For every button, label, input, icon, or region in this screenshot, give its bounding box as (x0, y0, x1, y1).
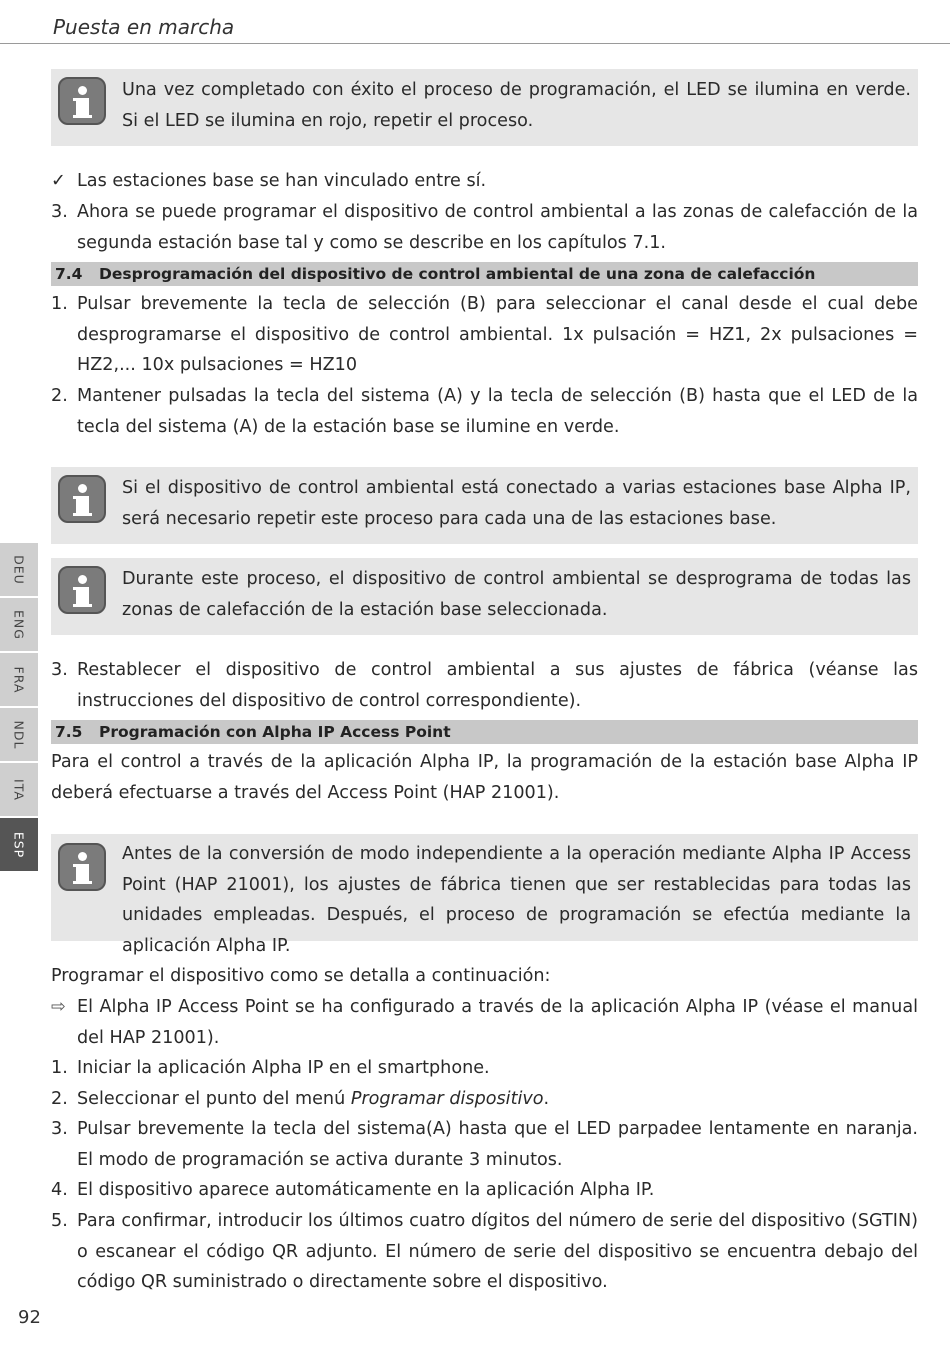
list-number: 1. (51, 294, 68, 314)
section-title: Programación con Alpha IP Access Point (99, 723, 451, 741)
list-text: Mantener pulsadas la tecla del sistema (A) y la tecla de selección (B) hasta que el LED de la tecla del sistema (A) de la estación base se ilumine en verde. (77, 386, 918, 437)
tab-label: ESP (11, 831, 27, 858)
note-text: Antes de la conversión de modo independiente a la operación mediante Alpha IP Access Point (HAP 21001), los ajustes de fábrica tienen que ser restablecidas para todas las unidades empleadas. Después, el proceso de programación se efectúa mediante la aplicación Alpha IP. (122, 844, 911, 956)
section-number: 7.5 (55, 723, 83, 741)
step-item (51, 1084, 918, 1115)
tab-eng[interactable] (0, 598, 38, 651)
step-item (51, 1175, 918, 1206)
step-text: Iniciar la aplicación Alpha IP en el smartphone. (77, 1058, 490, 1078)
step-text: Pulsar brevemente la tecla del sistema(A) hasta que el LED parpadee lentamente en naranja. El modo de programación se activa durante 3 minutos. (77, 1119, 918, 1170)
page-header-title: Puesta en marcha (53, 15, 235, 39)
list-number: 3. (51, 202, 68, 222)
header-divider (0, 43, 950, 44)
step-text (77, 1084, 918, 1115)
precondition-item (51, 992, 918, 1053)
step-number: 5. (51, 1211, 68, 1231)
step-text-pre: Seleccionar el punto del menú (77, 1089, 351, 1109)
tab-deu[interactable] (0, 543, 38, 596)
list-number: 3. (51, 660, 68, 680)
page-number: 92 (18, 1307, 41, 1328)
note-text: Durante este proceso, el dispositivo de control ambiental se desprograma de todas las zonas de calefacción de la estación base seleccionada. (122, 569, 911, 620)
info-icon (58, 566, 106, 614)
section-title: Desprogramación del dispositivo de control ambiental de una zona de calefacción (99, 265, 816, 283)
checked-result-text: Las estaciones base se han vinculado entre sí. (77, 171, 487, 191)
tab-fra[interactable] (0, 653, 38, 706)
section-heading-7-4 (51, 262, 918, 286)
list-item (51, 197, 918, 258)
list-text: Restablecer el dispositivo de control ambiental a sus ajustes de fábrica (véanse las instrucciones del dispositivo de control correspondiente). (77, 660, 918, 711)
info-icon (58, 843, 106, 891)
paragraph: Para el control a través de la aplicación Alpha IP, la programación de la estación base Alpha IP deberá efectuarse a través del Access Point (HAP 21001). (51, 752, 918, 803)
checked-result (51, 166, 918, 197)
tab-label: FRA (11, 666, 27, 693)
step-number: 3. (51, 1119, 68, 1139)
steps-intro: Programar el dispositivo como se detalla a continuación: (51, 966, 551, 986)
tab-ita[interactable] (0, 763, 38, 816)
arrow-right-icon: ⇨ (51, 997, 66, 1017)
tab-esp[interactable] (0, 818, 38, 871)
note-text: Una vez completado con éxito el proceso de programación, el LED se ilumina en verde. Si el LED se ilumina en rojo, repetir el proceso. (122, 80, 911, 131)
step-number: 2. (51, 1089, 68, 1109)
list-item (51, 655, 918, 716)
note-text: Si el dispositivo de control ambiental está conectado a varias estaciones base Alpha IP, será necesario repetir este proceso para cada una de las estaciones base. (122, 478, 911, 529)
step-item (51, 1114, 918, 1175)
step-number: 1. (51, 1058, 68, 1078)
tab-label: ENG (11, 609, 27, 640)
tab-label: DEU (11, 554, 27, 585)
section-heading-7-5 (51, 720, 918, 744)
info-icon (58, 77, 106, 125)
section-number: 7.4 (55, 265, 83, 283)
list-item (51, 381, 918, 442)
step-number: 4. (51, 1180, 68, 1200)
precondition-text: El Alpha IP Access Point se ha configurado a través de la aplicación Alpha IP (véase el manual del HAP 21001). (77, 997, 918, 1048)
check-icon: ✓ (51, 171, 66, 191)
info-note-4 (51, 834, 918, 956)
language-tabs (0, 543, 38, 873)
tab-ndl[interactable] (0, 708, 38, 761)
tab-label: NDL (11, 720, 27, 749)
step-text: El dispositivo aparece automáticamente en la aplicación Alpha IP. (77, 1180, 655, 1200)
step-text-post: . (543, 1089, 550, 1109)
list-item (51, 289, 918, 381)
menu-item-name: Programar dispositivo (350, 1089, 544, 1109)
step-item (51, 1053, 918, 1084)
info-note-3 (51, 558, 918, 635)
info-icon (58, 475, 106, 523)
info-note-2 (51, 467, 918, 544)
step-text: Para confirmar, introducir los últimos cuatro dígitos del número de serie del dispositivo (SGTIN) o escanear el código QR adjunto. El número de serie del dispositivo se encuentra debajo del código QR suministrado o directamente sobre el dispositivo. (77, 1211, 918, 1292)
step-item (51, 1206, 918, 1298)
list-text: Pulsar brevemente la tecla de selección (B) para seleccionar el canal desde el cual debe desprogramarse el dispositivo de control ambiental. 1x pulsación = HZ1, 2x pulsaciones = HZ2,... 10x pulsaciones = HZ10 (77, 294, 918, 375)
tab-label: ITA (11, 778, 27, 801)
list-number: 2. (51, 386, 68, 406)
list-text: Ahora se puede programar el dispositivo de control ambiental a las zonas de calefacción de la segunda estación base tal y como se describe en los capítulos 7.1. (77, 202, 918, 253)
info-note-1 (51, 69, 918, 146)
